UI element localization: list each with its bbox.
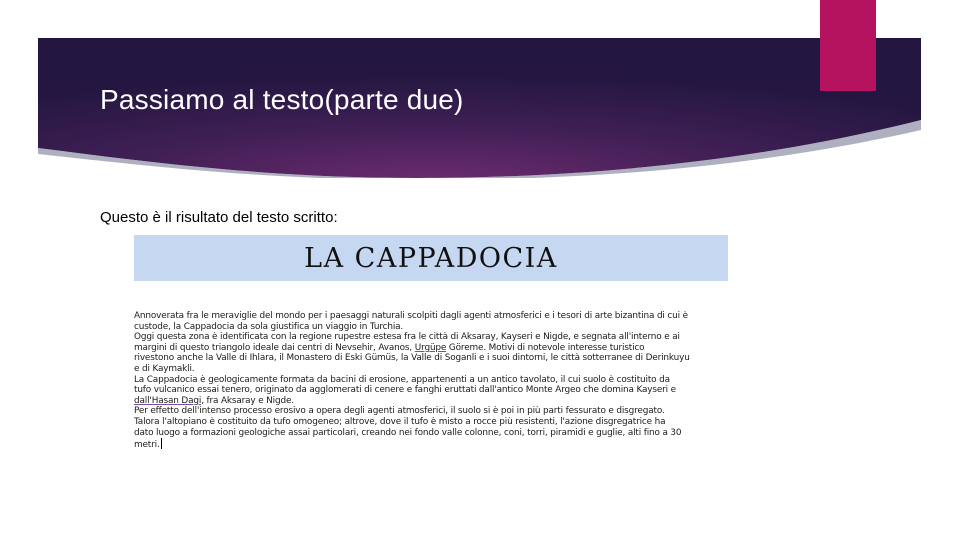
slide-subtitle: Questo è il risultato del testo scritto: xyxy=(100,209,338,226)
document-line xyxy=(134,343,728,354)
text-cursor xyxy=(161,438,162,449)
document-body xyxy=(134,311,728,451)
document-line: Per effetto dell'intenso processo erosivo a opera degli agenti atmosferici, il suolo si è poi in più parti fessurato e disgregato. xyxy=(134,406,665,417)
document-line-text: , fra Aksaray e Nigde. xyxy=(201,395,294,406)
document-header xyxy=(134,235,728,281)
document-line: Talora l'altopiano è costituito da tufo omogeneo; altrove, dove il tufo è misto a rocce più resistenti, l'azione disgregatrice ha xyxy=(134,416,666,427)
document-line-text: metri. xyxy=(134,440,160,451)
document-line: Oggi questa zona è identificata con la regione rupestre estesa fra le città di Aksaray, Kayseri e Nigde, e segnata all'interno e ai xyxy=(134,332,680,343)
document-line-text: Göreme. Motivi di notevole interesse turistico xyxy=(446,342,645,353)
underlined-word: dall'Hasan Dagi xyxy=(134,395,202,406)
accent-tab xyxy=(820,0,876,91)
document-line: custode, la Cappadocia da sola giustifica un viaggio in Turchia. xyxy=(134,321,404,332)
document-title: LA CAPPADOCIA xyxy=(304,243,558,274)
document-line: tufo vulcanico essai tenero, originato da agglomerati di cenere e fanghi eruttati dall'antico Monte Argeo che domina Kayseri e xyxy=(134,385,676,396)
document-line: e di Kaymakli. xyxy=(134,363,195,374)
document-line-text: margini di questo triangolo ideale dai centri di Nevsehir, Avanos, xyxy=(134,342,415,353)
document-line: Annoverata fra le meraviglie del mondo per i paesaggi naturali scolpiti dagli agenti atmosferici e i tesori di arte bizantina di cui è xyxy=(134,311,688,321)
underlined-word: Urgüpe xyxy=(414,342,447,353)
document-line: rivestono anche la Valle di Ihlara, il Monastero di Eski Gümüs, la Valle di Soganli e i suoi dintorni, le città sotterranee di Derinkuyu xyxy=(134,353,690,364)
document-screenshot xyxy=(134,235,729,520)
slide-title: Passiamo al testo(parte due) xyxy=(100,84,464,115)
document-line xyxy=(134,438,728,451)
document-line: La Cappadocia è geologicamente formata da bacini di erosione, appartenenti a un antico tavolato, il cui suolo è costituito da xyxy=(134,374,670,385)
document-line: dato luogo a formazioni geologiche assai particolari, creando nei fondo valle colonne, coni, torri, piramidi e guglie, alti fino a 30 xyxy=(134,427,682,438)
document-line xyxy=(134,396,728,407)
